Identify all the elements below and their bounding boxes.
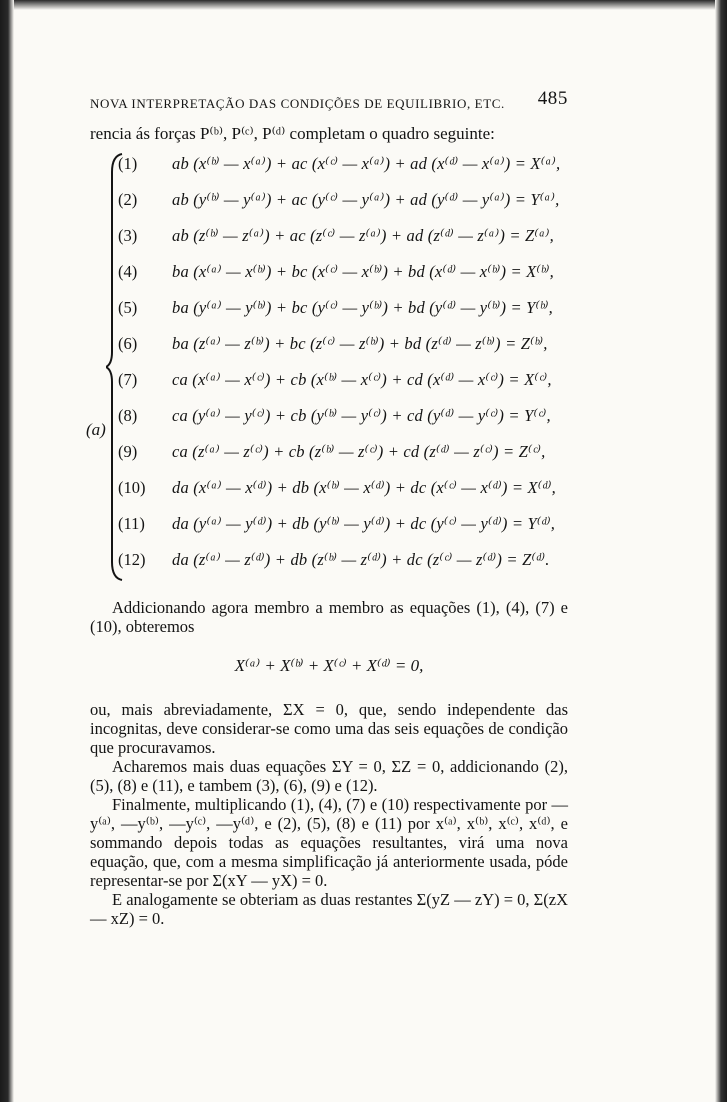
sum-equation: X⁽ᵃ⁾ + X⁽ᵇ⁾ + X⁽ᶜ⁾ + X⁽ᵈ⁾ = 0, [234, 656, 424, 675]
equation-number: (2) [118, 190, 138, 209]
running-head [90, 86, 568, 114]
equation-number: (11) [118, 514, 145, 533]
scan-border-right [715, 0, 727, 1102]
equation-number: (7) [118, 370, 138, 389]
equation-expression: ba (z⁽ᵃ⁾ — z⁽ᵇ⁾) + bc (z⁽ᶜ⁾ — z⁽ᵇ⁾) + bd (z⁽ᵈ⁾ — z⁽ᵇ⁾) = Z⁽ᵇ⁾, [172, 334, 548, 353]
equation-expression: ca (y⁽ᵃ⁾ — y⁽ᶜ⁾) + cb (y⁽ᵇ⁾ — y⁽ᶜ⁾) + cd (y⁽ᵈ⁾ — y⁽ᶜ⁾) = Y⁽ᶜ⁾, [172, 406, 551, 425]
equation-expression: ca (x⁽ᵃ⁾ — x⁽ᶜ⁾) + cb (x⁽ᵇ⁾ — x⁽ᶜ⁾) + cd (x⁽ᵈ⁾ — x⁽ᶜ⁾) = X⁽ᶜ⁾, [172, 370, 552, 389]
paragraph-finalmente: Finalmente, multiplicando (1), (4), (7) e (10) respectivamente por —y⁽ᵃ⁾, —y⁽ᵇ⁾, —y⁽ᶜ⁾, —y⁽ᵈ⁾, e (2), (5), (8) e (11) por x⁽ᵃ⁾, x⁽ᵇ⁾, x⁽ᶜ⁾, x⁽ᵈ⁾, e sommando depois todas as equações resultantes, virá uma nova equação, que, com a mesma simplificação já anteriormente usada, póde representar-se por Σ(xY — yX) = 0. [90, 795, 568, 890]
equation-expression: ca (z⁽ᵃ⁾ — z⁽ᶜ⁾) + cb (z⁽ᵇ⁾ — z⁽ᶜ⁾) + cd (z⁽ᵈ⁾ — z⁽ᶜ⁾) = Z⁽ᶜ⁾, [172, 442, 546, 461]
equation-expression: ab (z⁽ᵇ⁾ — z⁽ᵃ⁾) + ac (z⁽ᶜ⁾ — z⁽ᵃ⁾) + ad (z⁽ᵈ⁾ — z⁽ᵃ⁾) = Z⁽ᵃ⁾, [172, 226, 554, 245]
equation-expression: ba (x⁽ᵃ⁾ — x⁽ᵇ⁾) + bc (x⁽ᶜ⁾ — x⁽ᵇ⁾) + bd (x⁽ᵈ⁾ — x⁽ᵇ⁾) = X⁽ᵇ⁾, [172, 262, 554, 281]
paragraph-abreviadamente: ou, mais abreviadamente, ΣX = 0, que, sendo independente das incognitas, deve considerar-se como uma das seis equações de condição que procuravamos. [90, 700, 568, 757]
running-title: NOVA INTERPRETAÇÃO DAS CONDIÇÕES DE EQUILIBRIO, ETC. [90, 96, 505, 111]
equation-number: (3) [118, 226, 138, 245]
equation-number: (5) [118, 298, 138, 317]
paragraph-acharemos: Acharemos mais duas equações ΣY = 0, ΣZ = 0, addicionando (2), (5), (8) e (11), e tambem (3), (6), (9) e (12). [90, 757, 568, 795]
scan-border-top [0, 0, 727, 10]
equation-system [86, 154, 568, 594]
page-number: 485 [537, 88, 568, 109]
equation-expression: da (x⁽ᵃ⁾ — x⁽ᵈ⁾) + db (x⁽ᵇ⁾ — x⁽ᵈ⁾) + dc (x⁽ᶜ⁾ — x⁽ᵈ⁾) = X⁽ᵈ⁾, [172, 478, 556, 497]
equation-number: (6) [118, 334, 138, 353]
equation-expression: ab (y⁽ᵇ⁾ — y⁽ᵃ⁾) + ac (y⁽ᶜ⁾ — y⁽ᵃ⁾) + ad (y⁽ᵈ⁾ — y⁽ᵃ⁾) = Y⁽ᵃ⁾, [172, 190, 560, 209]
paragraph-addicionando: Addicionando agora membro a membro as equações (1), (4), (7) e (10), obteremos [90, 598, 568, 636]
equation-expression: da (z⁽ᵃ⁾ — z⁽ᵈ⁾) + db (z⁽ᵇ⁾ — z⁽ᵈ⁾) + dc (z⁽ᶜ⁾ — z⁽ᵈ⁾) = Z⁽ᵈ⁾. [172, 550, 550, 569]
equation-number: (12) [118, 550, 146, 569]
book-page [86, 86, 568, 928]
system-label: (a) [86, 420, 106, 439]
paragraph-analogamente: E analogamente se obteriam as duas restantes Σ(yZ — zY) = 0, Σ(zX — xZ) = 0. [90, 890, 568, 928]
equation-number: (9) [118, 442, 138, 461]
equation-number: (4) [118, 262, 138, 281]
equation-expression: ba (y⁽ᵃ⁾ — y⁽ᵇ⁾) + bc (y⁽ᶜ⁾ — y⁽ᵇ⁾) + bd (y⁽ᵈ⁾ — y⁽ᵇ⁾) = Y⁽ᵇ⁾, [172, 298, 553, 317]
equation-expression: ab (x⁽ᵇ⁾ — x⁽ᵃ⁾) + ac (x⁽ᶜ⁾ — x⁽ᵃ⁾) + ad (x⁽ᵈ⁾ — x⁽ᵃ⁾) = X⁽ᵃ⁾, [172, 154, 561, 173]
equation-number: (8) [118, 406, 138, 425]
equation-expression: da (y⁽ᵃ⁾ — y⁽ᵈ⁾) + db (y⁽ᵇ⁾ — y⁽ᵈ⁾) + dc (y⁽ᶜ⁾ — y⁽ᵈ⁾) = Y⁽ᵈ⁾, [172, 514, 556, 533]
equation-number: (10) [118, 478, 146, 497]
scan-border-left [0, 0, 14, 1102]
equation-number: (1) [118, 154, 138, 173]
intro-line: rencia ás forças P⁽ᵇ⁾, P⁽ᶜ⁾, P⁽ᵈ⁾ completam o quadro seguinte: [90, 124, 495, 143]
